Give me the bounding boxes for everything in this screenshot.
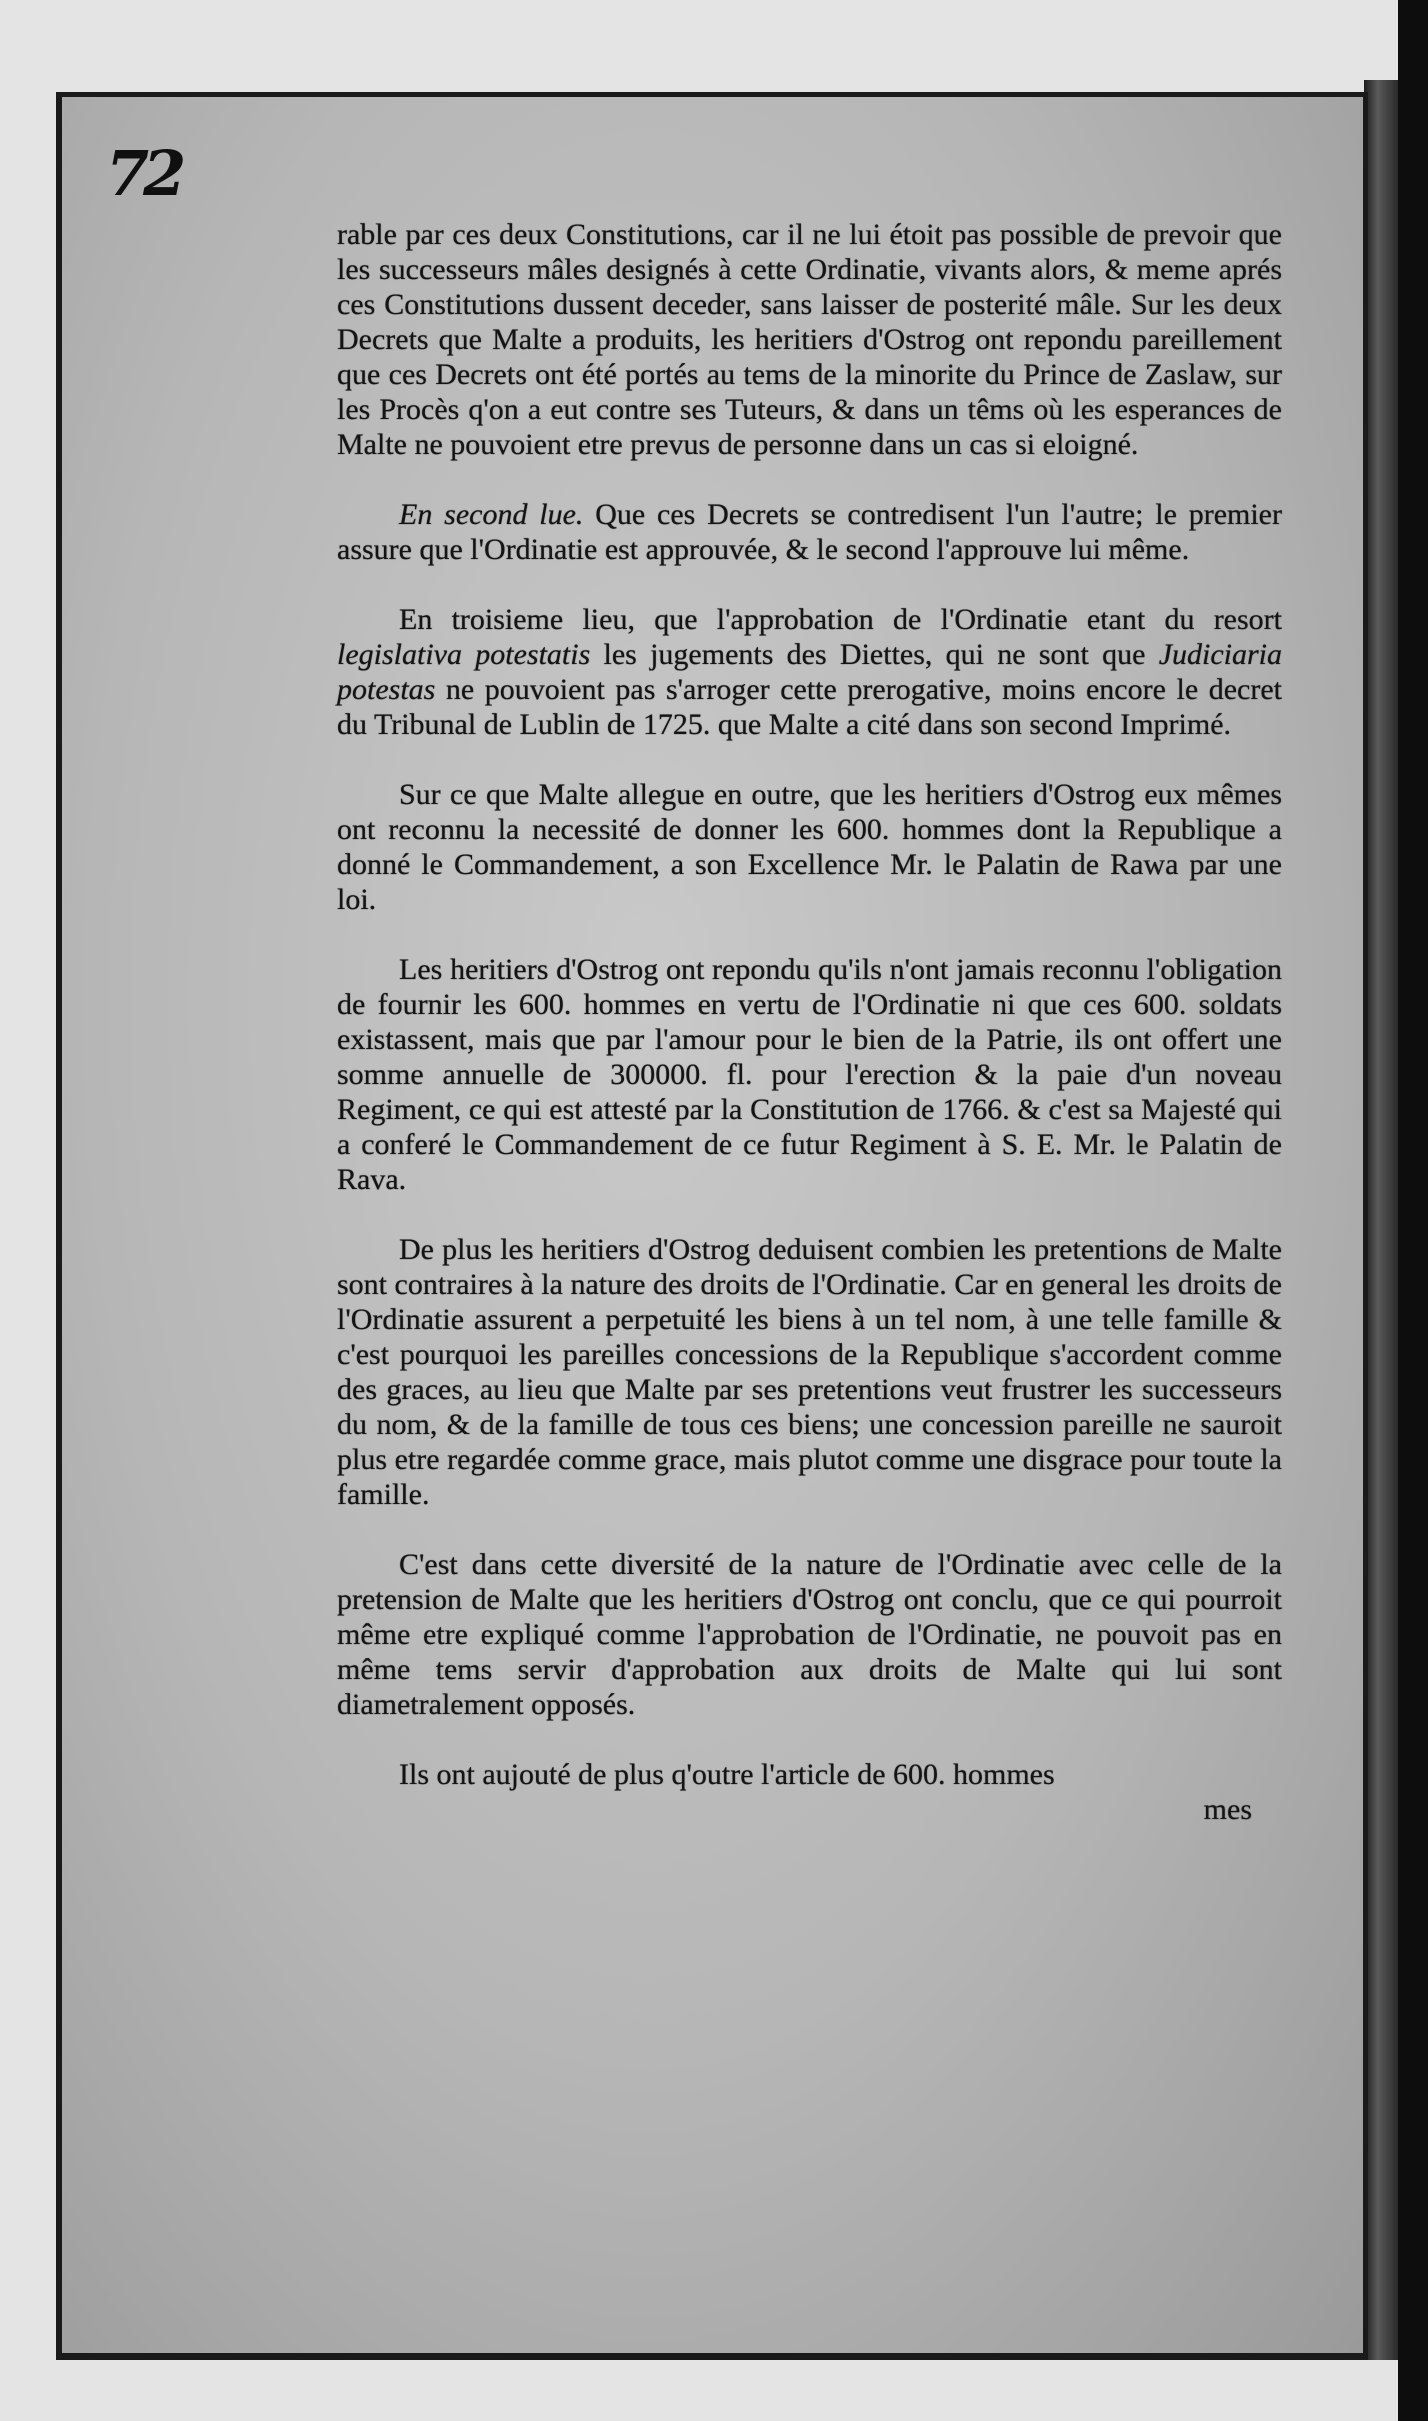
paragraph-3-text-b: les jugements des Diettes, qui ne sont que bbox=[590, 638, 1159, 671]
paragraph-3-text-c: ne pouvoient pas s'arroger cette prerogative, moins encore le decret du Tribunal de Lublin de 1725. que Malte a cité dans son second Imprimé. bbox=[337, 673, 1282, 741]
paragraph-2-text: Que ces Decrets se contredisent l'un l'autre; le premier assure que l'Ordinatie est approuvée, & le second l'approuve lui même. bbox=[337, 498, 1282, 566]
paragraph-3-italic-a: legislativa potestatis bbox=[337, 638, 591, 671]
paragraph-2 bbox=[337, 497, 1282, 567]
paragraph-2-lead: En second lue. bbox=[399, 498, 584, 531]
paragraph-4: Sur ce que Malte allegue en outre, que les heritiers d'Ostrog eux mêmes ont reconnu la necessité de donner les 600. hommes dont la Republique a donné le Commandement, a son Excellence Mr. le Palatin de Rawa par une loi. bbox=[337, 778, 1282, 916]
adjacent-page-edge bbox=[1364, 80, 1398, 2360]
paragraph-6: De plus les heritiers d'Ostrog deduisent combien les pretentions de Malte sont contraires à la nature des droits de l'Ordinatie. Car en general les droits de l'Ordinatie assurent a perpetuité les biens à un tel nom, à une telle famille & c'est pourquoi les pareilles concessions de la Republique s'accordent comme des graces, au lieu que Malte par ses pretentions veut frustrer les successeurs du nom, & de la famille de tous ces biens; une concession pareille ne sauroit plus etre regardée comme grace, mais plutot comme une disgrace pour toute la famille. bbox=[337, 1233, 1282, 1511]
scan-border bbox=[1398, 0, 1428, 2421]
paragraph-3 bbox=[337, 602, 1282, 742]
page-number: 72 bbox=[106, 137, 181, 210]
paragraph-3-italic-b: Judiciaria potestas bbox=[337, 638, 1282, 706]
paragraph-3-text-a: En troisieme lieu, que l'approbation de l'Ordinatie etant du resort bbox=[399, 603, 1282, 636]
body-text bbox=[337, 217, 1282, 1827]
catchword: mes bbox=[1203, 1793, 1252, 1826]
paragraph-5: Les heritiers d'Ostrog ont repondu qu'ils n'ont jamais reconnu l'obligation de fournir les 600. hommes en vertu de l'Ordinatie ni que ces 600. soldats existassent, mais que par l'amour pour le bien de la Patrie, ils ont offert une somme annuelle de 300000. fl. pour l'erection & la paie d'un noveau Regiment, ce qui est attesté par la Constitution de 1766. & c'est sa Majesté qui a conferé le Commandement de ce futur Regiment à S. E. Mr. le Palatin de Rava. bbox=[337, 953, 1282, 1196]
paragraph-1: rable par ces deux Constitutions, car il ne lui étoit pas possible de prevoir que les successeurs mâles designés à cette Ordinatie, vivants alors, & meme aprés ces Constitutions dussent deceder, sans laisser de posterité mâle. Sur les deux Decrets que Malte a produits, les heritiers d'Ostrog ont repondu pareillement que ces Decrets ont été portés au tems de la minorite du Prince de Zaslaw, sur les Procès q'on a eut contre ses Tuteurs, & dans un têms où les esperances de Malte ne pouvoient etre prevus de personne dans un cas si eloigné. bbox=[337, 218, 1282, 461]
paragraph-7: C'est dans cette diversité de la nature de l'Ordinatie avec celle de la pretension de Malte que les heritiers d'Ostrog ont conclu, que ce qui pourroit même etre expliqué comme l'approbation de l'Ordinatie, ne pouvoit pas en même tems servir d'approbation aux droits de Malte qui lui sont diametralement opposés. bbox=[337, 1548, 1282, 1721]
document-page bbox=[56, 92, 1368, 2360]
paragraph-8: Ils ont aujouté de plus q'outre l'article de 600. hommes bbox=[399, 1758, 1055, 1791]
